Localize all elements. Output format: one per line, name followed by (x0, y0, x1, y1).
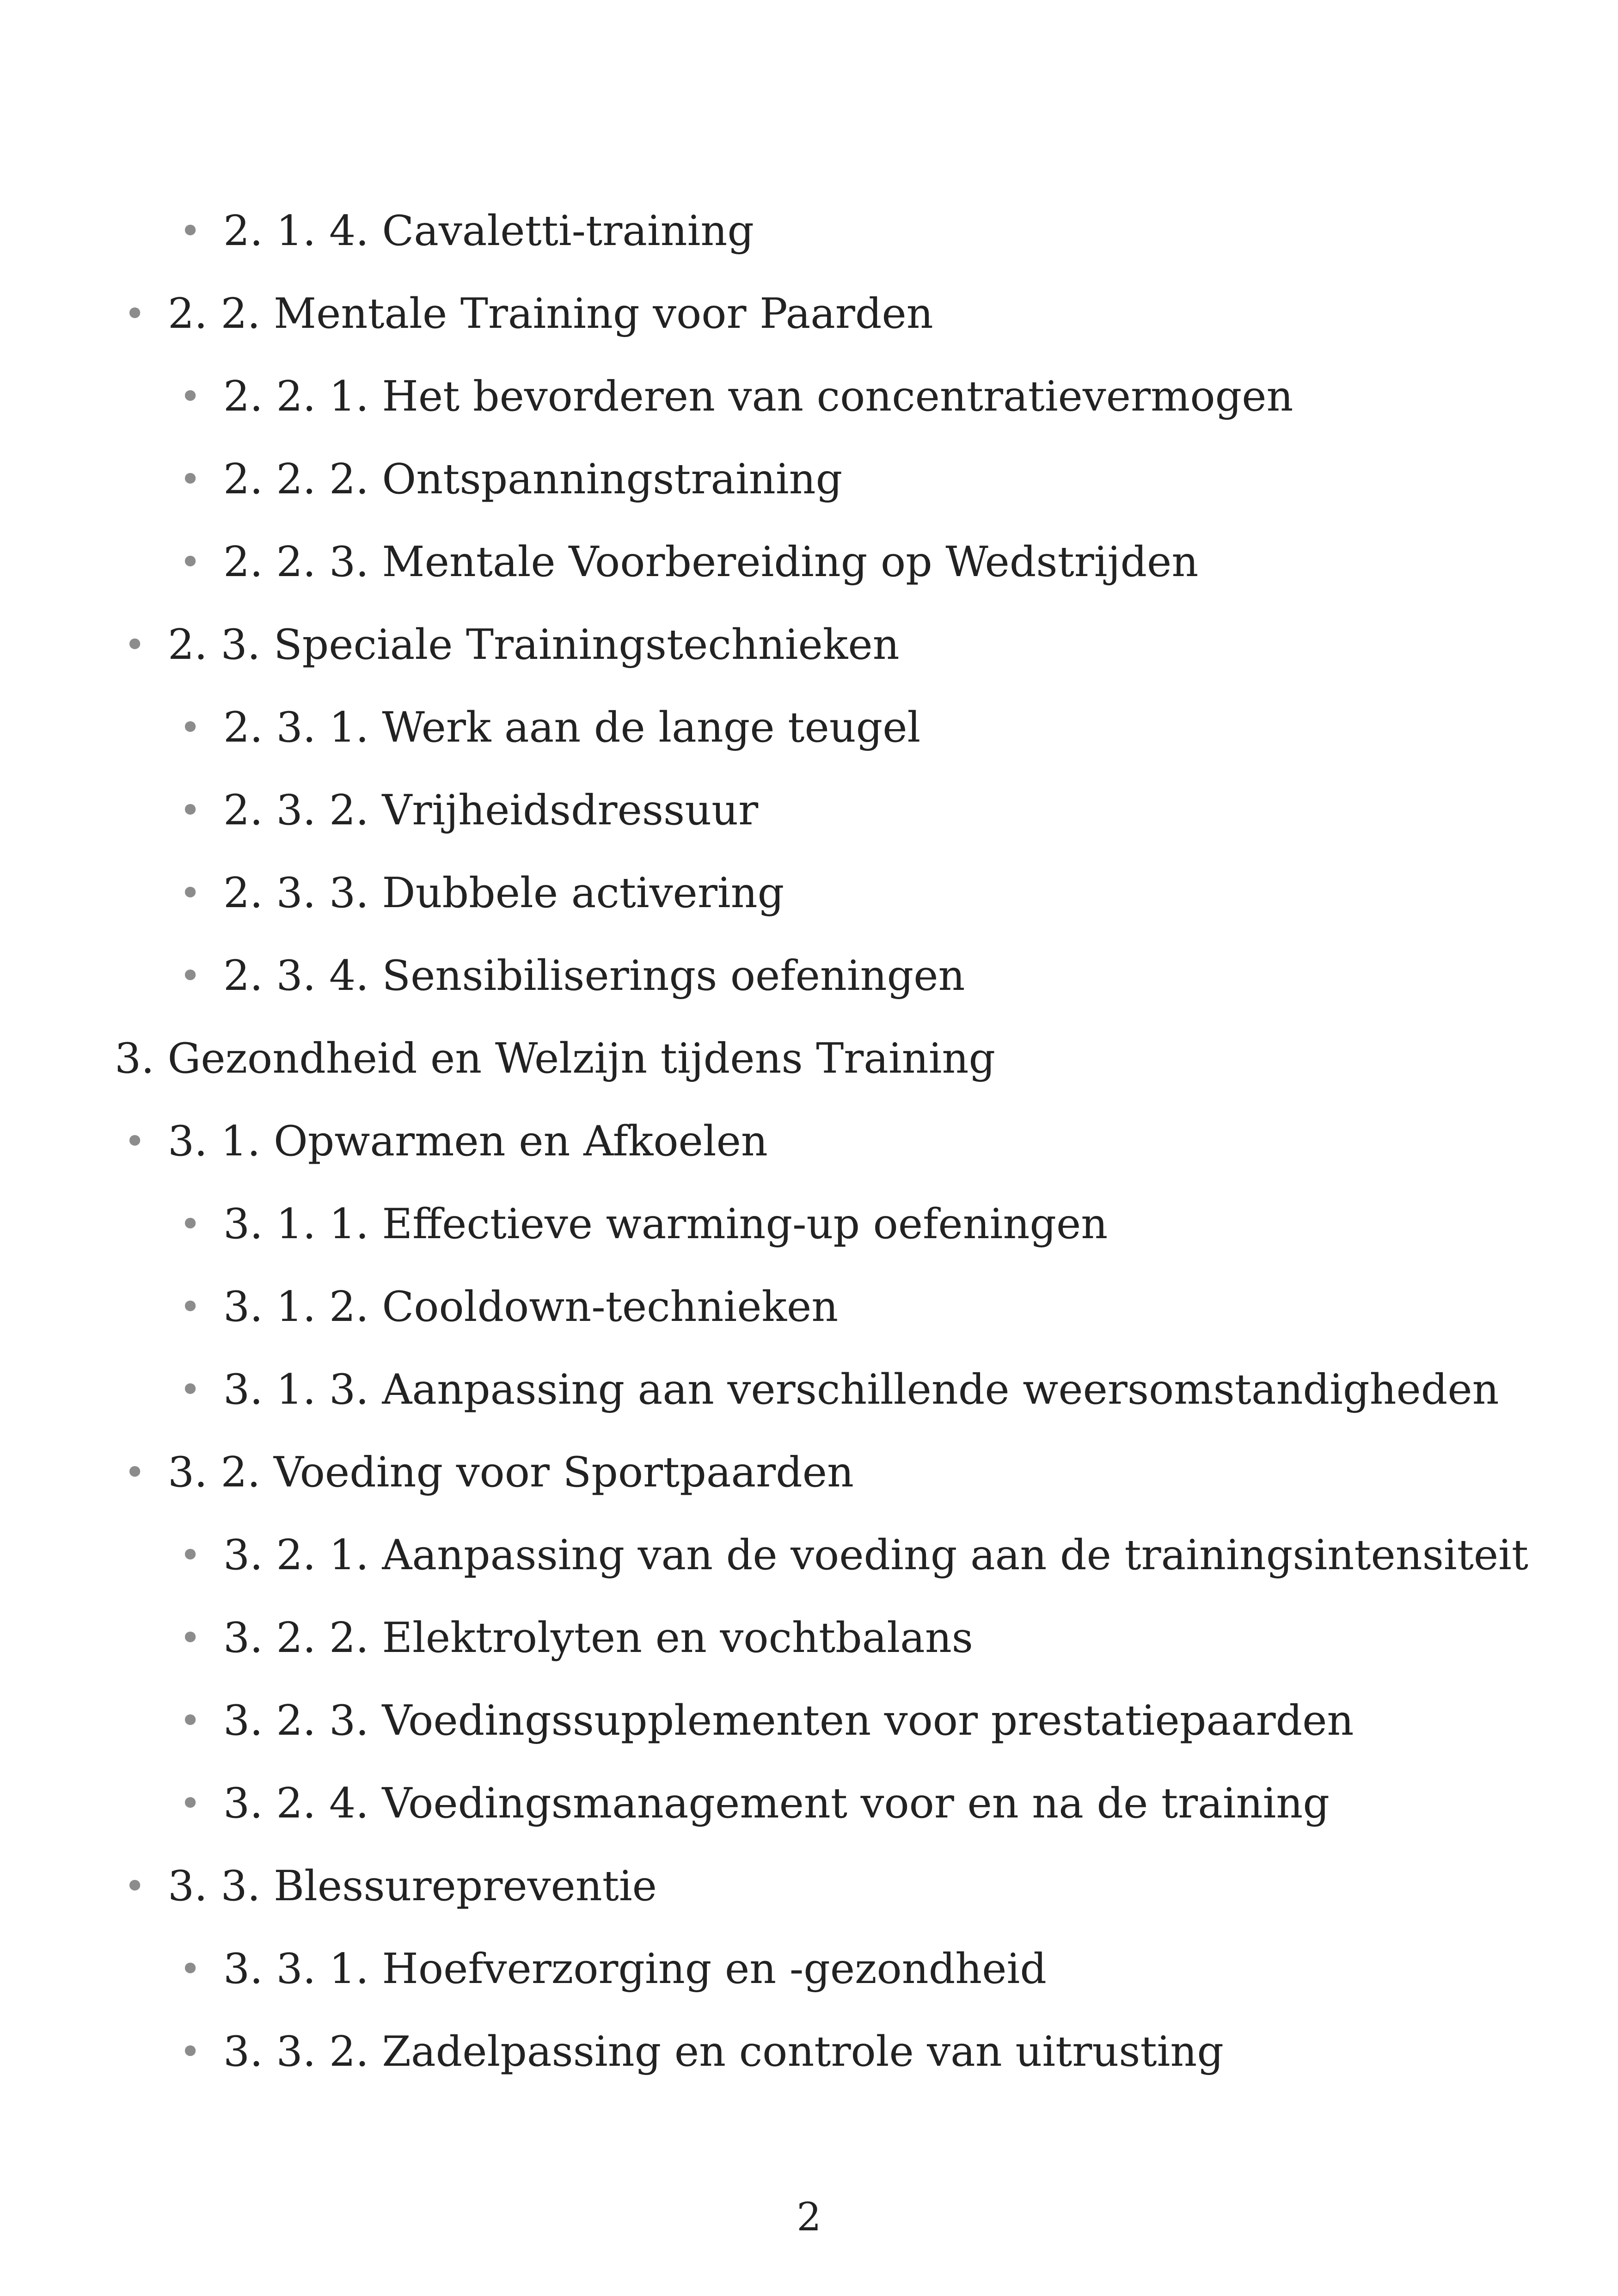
bullet-icon: • (179, 2030, 202, 2073)
bullet-icon: • (124, 1451, 146, 1494)
toc-entry-label: 2. 2. 1. Het bevorderen van concentratievermogen (223, 372, 1293, 421)
toc-entry-label: 2. 3. 1. Werk aan de lange teugel (223, 703, 921, 752)
bullet-icon: • (124, 623, 146, 666)
bullet-icon: • (179, 209, 202, 252)
toc-entry-label: 2. 3. 4. Sensibiliserings oefeningen (223, 952, 965, 1000)
toc-entry-label: 2. 1. 4. Cavaletti-training (223, 207, 754, 255)
toc-entry-label: 3. 2. 2. Elektrolyten en vochtbalans (223, 1614, 973, 1662)
bullet-icon: • (124, 1120, 146, 1163)
bullet-icon: • (179, 1782, 202, 1825)
toc-entry-label: 2. 3. Speciale Trainingstechnieken (168, 620, 900, 669)
bullet-icon: • (179, 1203, 202, 1246)
bullet-icon: • (179, 540, 202, 583)
toc-entry-label: 3. 2. Voeding voor Sportpaarden (168, 1448, 854, 1497)
toc-entry-label: 3. 2. 1. Aanpassing van de voeding aan de trainingsintensiteit (223, 1531, 1529, 1579)
toc-entry-label: 3. 3. 2. Zadelpassing en controle van uitrusting (223, 2027, 1224, 2076)
bullet-icon: • (124, 292, 146, 335)
toc-entry-label: 3. 1. 1. Effectieve warming-up oefeningen (223, 1200, 1108, 1248)
bullet-icon: • (179, 458, 202, 501)
bullet-icon: • (179, 872, 202, 915)
toc-entry-label: 3. 3. Blessurepreventie (168, 1862, 657, 1910)
bullet-icon: • (179, 1699, 202, 1742)
bullet-icon: • (179, 954, 202, 997)
bullet-icon: • (179, 1534, 202, 1577)
bullet-icon: • (179, 1616, 202, 1659)
toc-entry-label: 3. 3. 1. Hoefverzorging en -gezondheid (223, 1945, 1047, 1993)
toc-entry-label: 3. 1. 3. Aanpassing aan verschillende weersomstandigheden (223, 1365, 1499, 1414)
toc-entry-label: 2. 3. 3. Dubbele activering (223, 869, 784, 917)
toc-entry-label: 3. 2. 3. Voedingssupplementen voor prestatiepaarden (223, 1696, 1354, 1745)
bullet-icon: • (179, 375, 202, 418)
page-number: 2 (797, 2194, 821, 2240)
bullet-icon: • (179, 1947, 202, 1990)
bullet-icon: • (179, 706, 202, 749)
bullet-icon: • (124, 1865, 146, 1908)
toc-entry-label: 2. 3. 2. Vrijheidsdressuur (223, 786, 759, 835)
toc-entry-label: 2. 2. Mentale Training voor Paarden (168, 289, 933, 338)
toc-entry-label: 3. Gezondheid en Welzijn tijdens Training (115, 1034, 996, 1083)
toc-entry-label: 3. 1. Opwarmen en Afkoelen (168, 1117, 768, 1166)
toc-entry-label: 2. 2. 3. Mentale Voorbereiding op Wedstrijden (223, 538, 1199, 586)
toc-entry-label: 2. 2. 2. Ontspanningstraining (223, 455, 843, 503)
bullet-icon: • (179, 1368, 202, 1411)
bullet-icon: • (179, 1285, 202, 1328)
bullet-icon: • (179, 789, 202, 832)
toc-entry-label: 3. 1. 2. Cooldown-technieken (223, 1283, 839, 1331)
toc-entry-label: 3. 2. 4. Voedingsmanagement voor en na de training (223, 1779, 1330, 1828)
